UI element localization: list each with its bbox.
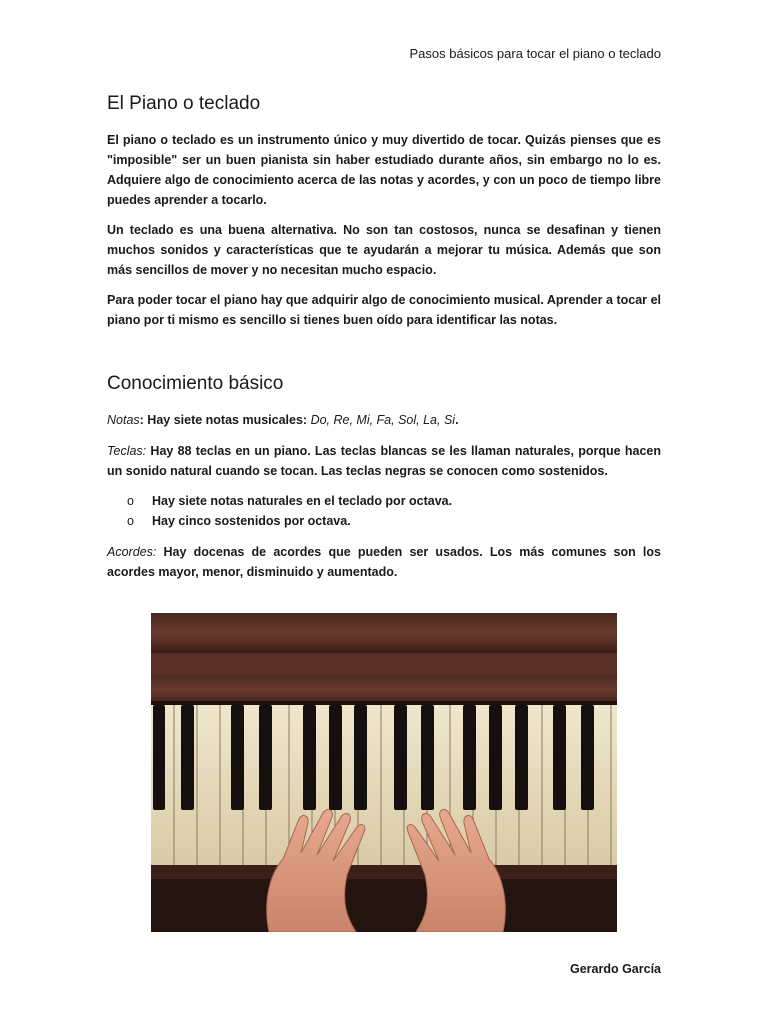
bullet-marker: o [127,494,134,508]
paragraph-notas: Notas: Hay siete notas musicales: Do, Re, Mi, Fa, Sol, La, Si. [107,413,459,427]
piano-hands-illustration [151,613,617,932]
running-header: Pasos básicos para tocar el piano o teclado [409,46,661,61]
label-acordes: Acordes: [107,545,157,559]
paragraph-intro: El piano o teclado es un instrumento único y muy divertido de tocar. Quizás pienses que es "imposible" ser un buen pianista sin haber estudiado durante años, sin embargo no lo es. Adquiere algo de conocimiento acerca de las notas y acordes, y con un poco de tiempo libre puedes aprender a tocarlo. [107,133,661,207]
section-title-piano: El Piano o teclado [107,93,261,114]
bullet-list [107,491,452,531]
paragraph-acordes: Acordes: Hay docenas de acordes que pueden ser usados. Los más comunes son los acordes mayor, menor, disminuido y aumentado. [107,545,661,579]
paragraph-teclas: Teclas: Hay 88 teclas en un piano. Las teclas blancas se les llaman naturales, porque hacen un sonido natural cuando se tocan. Las teclas negras se conocen como sostenidos. [107,444,661,478]
bullet-marker: o [127,514,134,528]
paragraph-teclado: Un teclado es una buena alternativa. No son tan costosos, nunca se desafinan y tienen muchos sonidos y características que te ayudarán a mejorar tu música. Además que son más sencillos de mover y no necesitan mucho espacio. [107,223,661,277]
list-item: o Hay siete notas naturales en el teclado por octava. [107,491,452,511]
label-notas: Notas [107,413,140,427]
notes-list: Do, Re, Mi, Fa, Sol, La, Si [310,413,456,427]
paragraph-conocimiento: Para poder tocar el piano hay que adquirir algo de conocimiento musical. Aprender a tocar el piano por ti mismo es sencillo si tienes buen oído para identificar las notas. [107,293,661,327]
piano-photo [151,613,617,932]
list-item: o Hay cinco sostenidos por octava. [107,511,452,531]
label-teclas: Teclas: [107,444,147,458]
section-title-conocimiento: Conocimiento básico [107,373,284,394]
author-footer: Gerardo García [569,962,661,976]
